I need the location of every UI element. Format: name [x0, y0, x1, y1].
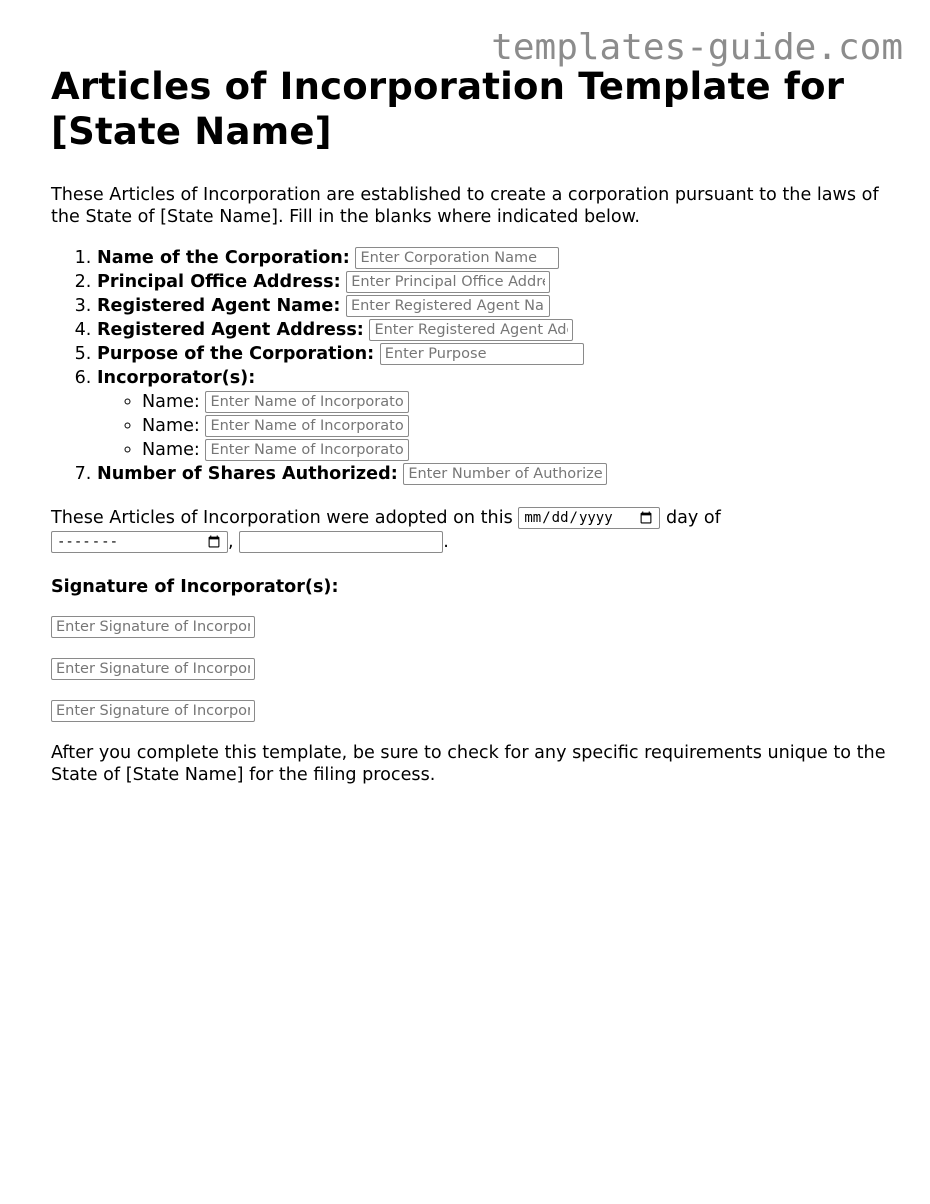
signature-heading: Signature of Incorporator(s):: [51, 577, 339, 597]
incorporator-name-label: Name:: [142, 416, 200, 436]
incorporator-name-input-2[interactable]: [205, 415, 409, 437]
signature-input-1[interactable]: [51, 616, 255, 638]
purpose-input[interactable]: [380, 343, 584, 365]
agent-name-label: Registered Agent Name:: [97, 296, 341, 316]
agent-name-input[interactable]: [346, 295, 550, 317]
list-item-agent-address: [97, 318, 891, 342]
adoption-date-input[interactable]: [518, 507, 660, 529]
period-text: .: [443, 532, 449, 552]
comma-text: ,: [228, 532, 234, 552]
articles-list: [51, 246, 891, 486]
intro-paragraph: These Articles of Incorporation are established to create a corporation pursuant to the laws of the State of [State Name]. Fill in the blanks where indicated below.: [51, 185, 879, 227]
corporation-name-input[interactable]: [355, 247, 559, 269]
incorporator-name-label: Name:: [142, 392, 200, 412]
adoption-sentence: [51, 506, 891, 554]
list-item-principal-office: [97, 270, 891, 294]
list-item-purpose: [97, 342, 891, 366]
adoption-month-input[interactable]: [51, 531, 228, 553]
incorporator-names-list: [97, 390, 891, 462]
incorporator-name-input-1[interactable]: [205, 391, 409, 413]
corporation-name-label: Name of the Corporation:: [97, 248, 350, 268]
incorporators-label: Incorporator(s):: [97, 368, 256, 388]
adopted-text: These Articles of Incorporation were adopted on this: [51, 508, 513, 528]
signature-block: [51, 616, 891, 722]
signature-input-3[interactable]: [51, 700, 255, 722]
shares-label: Number of Shares Authorized:: [97, 464, 398, 484]
closing-paragraph: After you complete this template, be sure to check for any specific requirements unique to the State of [State Name] for the filing process.: [51, 743, 886, 785]
list-item-agent-name: [97, 294, 891, 318]
incorporator-name-item: [142, 414, 891, 438]
agent-address-input[interactable]: [369, 319, 573, 341]
incorporator-name-label: Name:: [142, 440, 200, 460]
principal-office-input[interactable]: [346, 271, 550, 293]
list-item-corporation-name: [97, 246, 891, 270]
shares-input[interactable]: [403, 463, 607, 485]
incorporator-name-item: [142, 438, 891, 462]
adoption-year-input[interactable]: [239, 531, 443, 553]
list-item-shares: [97, 462, 891, 486]
incorporator-name-item: [142, 390, 891, 414]
agent-address-label: Registered Agent Address:: [97, 320, 364, 340]
day-of-text: day of: [665, 508, 721, 528]
page-title: Articles of Incorporation Template for [State Name]: [51, 65, 845, 153]
purpose-label: Purpose of the Corporation:: [97, 344, 375, 364]
list-item-incorporators: [97, 366, 891, 462]
document: [51, 64, 891, 786]
watermark: templates-guide.com: [491, 27, 903, 68]
principal-office-label: Principal Office Address:: [97, 272, 341, 292]
signature-input-2[interactable]: [51, 658, 255, 680]
incorporator-name-input-3[interactable]: [205, 439, 409, 461]
